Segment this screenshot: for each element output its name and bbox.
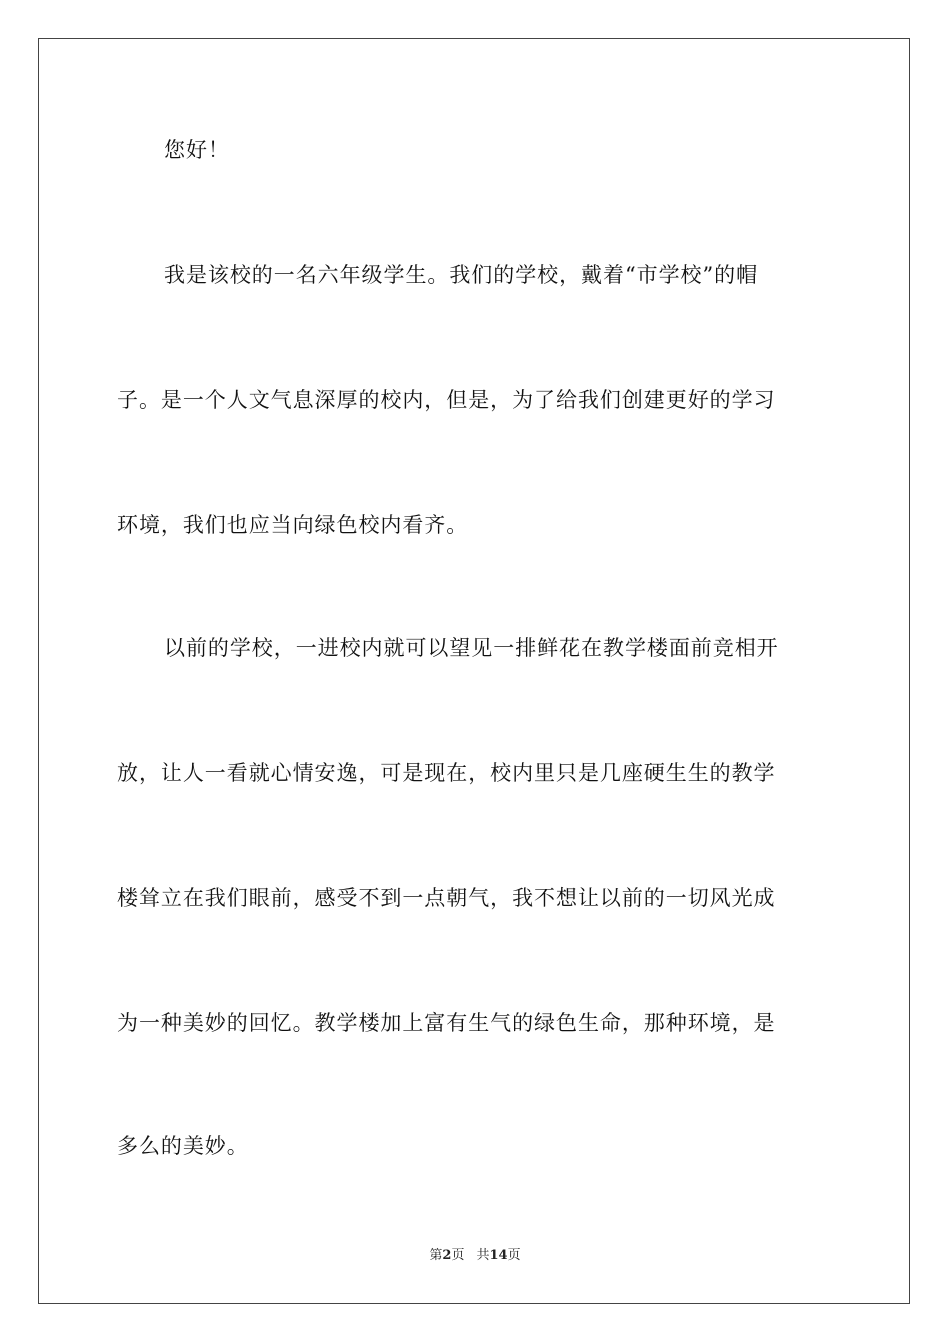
- greeting: 您好！: [164, 138, 230, 162]
- page-border: [38, 38, 910, 1304]
- page-prefix: 第: [429, 1248, 443, 1263]
- total-suffix: 页: [507, 1248, 521, 1263]
- paragraph-2-line-4: 为一种美妙的回忆。教学楼加上富有生气的绿色生命，那种环境，是: [117, 1011, 776, 1035]
- paragraph-1-line-2: 子。是一个人文气息深厚的校内，但是，为了给我们创建更好的学习: [117, 388, 776, 412]
- paragraph-2-line-1: 以前的学校，一进校内就可以望见一排鲜花在教学楼面前竞相开: [164, 636, 779, 660]
- paragraph-1-line-3: 环境，我们也应当向绿色校内看齐。: [117, 513, 469, 537]
- total-prefix: 共: [476, 1248, 490, 1263]
- paragraph-2-line-5: 多么的美妙。: [117, 1134, 249, 1158]
- paragraph-2-line-3: 楼耸立在我们眼前，感受不到一点朝气，我不想让以前的一切风光成: [117, 886, 776, 910]
- page-suffix: 页: [451, 1248, 465, 1263]
- paragraph-2-line-2: 放，让人一看就心情安逸，可是现在，校内里只是几座硬生生的教学: [117, 761, 776, 785]
- page-number: 2: [442, 1248, 452, 1263]
- page-footer: [0, 1248, 950, 1264]
- total-pages: 14: [489, 1248, 508, 1263]
- paragraph-1-line-1: 我是该校的一名六年级学生。我们的学校，戴着“市学校”的帽: [164, 263, 759, 287]
